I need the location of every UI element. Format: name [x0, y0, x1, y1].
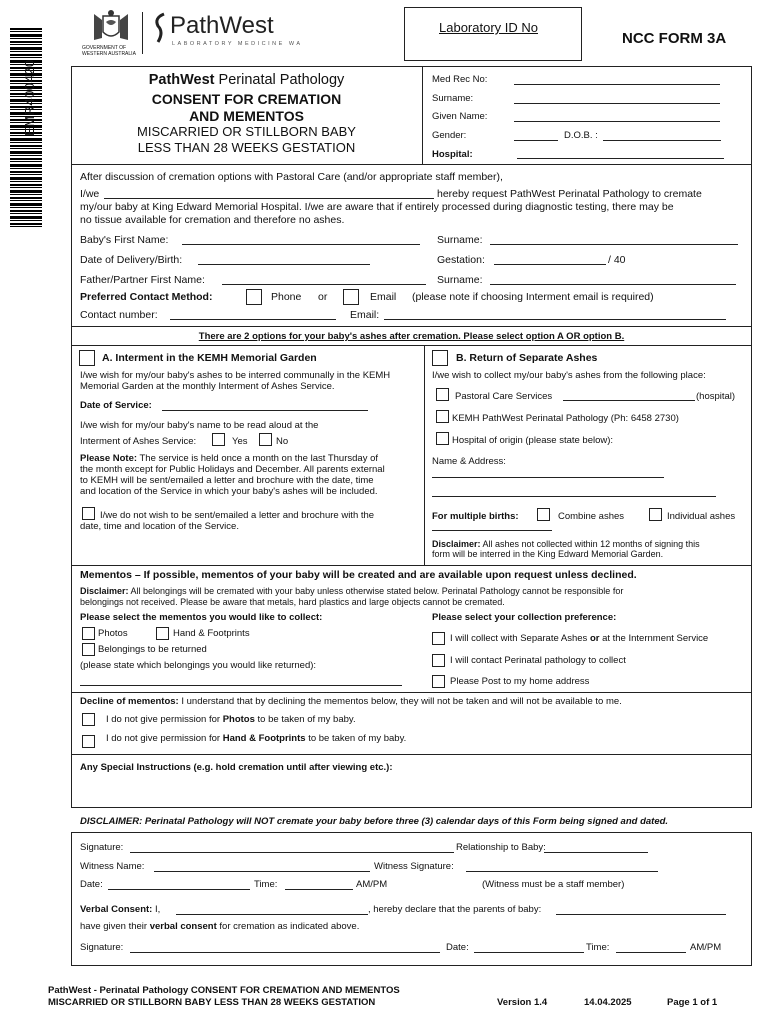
intro-line1: After discussion of cremation options with Pastoral Care (and/or appropriate staff member),: [80, 171, 503, 183]
multiple-births-label: For multiple births:: [432, 511, 519, 522]
post-home-label: Please Post to my home address: [450, 676, 590, 687]
name-address-field-1[interactable]: [432, 477, 664, 478]
hospital-label: Hospital:: [432, 149, 473, 160]
verbal-consent-name-field[interactable]: [176, 914, 368, 915]
title-line5: LESS THAN 28 WEEKS GESTATION: [137, 140, 356, 155]
post-home-checkbox[interactable]: [432, 675, 445, 688]
relationship-label: Relationship to Baby:: [456, 842, 546, 853]
father-surname-label: Surname:: [437, 274, 483, 286]
special-instructions-label: Any Special Instructions (e.g. hold cremation until after viewing etc.):: [80, 762, 393, 773]
ampm-label: AM/PM: [356, 879, 388, 890]
footer-line1: PathWest - Perinatal Pathology CONSENT FOR CREMATION AND MEMENTOS: [48, 985, 400, 996]
lab-id-label: Laboratory ID No: [439, 20, 538, 35]
name-address-label: Name & Address:: [432, 456, 506, 467]
decline-hand-label: I do not give permission for Hand & Footprints to be taken of my baby.: [106, 733, 407, 744]
title-line3: AND MEMENTOS: [189, 108, 304, 124]
baby-first-name-field[interactable]: [182, 244, 420, 245]
gender-field[interactable]: [514, 140, 558, 141]
option-a-checkbox[interactable]: [79, 350, 95, 366]
email-option-label: Email: [370, 291, 397, 303]
signature2-label: Signature:: [80, 942, 124, 953]
med-rec-label: Med Rec No:: [432, 74, 488, 85]
pathwest-logo-mark: [152, 12, 170, 46]
or-label: or: [318, 291, 328, 303]
yes-label: Yes: [232, 436, 248, 447]
time2-label: Time:: [586, 942, 610, 953]
form-code: NCC FORM 3A: [622, 30, 727, 47]
phone-label: Phone: [271, 291, 302, 303]
signature-field[interactable]: [130, 852, 454, 853]
contact-pathology-checkbox[interactable]: [432, 654, 445, 667]
intro-line2b: hereby request PathWest Perinatal Pathology to cremate: [437, 188, 702, 200]
photos-checkbox[interactable]: [82, 627, 95, 640]
surname-label: Surname:: [432, 93, 474, 104]
mementos-disclaimer-1: Disclaimer: All belongings will be cremated with your baby unless otherwise stated below. Perinatal Pathology cannot be responsible for: [80, 586, 624, 596]
baby-first-name-label: Baby's First Name:: [80, 234, 169, 246]
note-line3: to KEMH will be sent/emailed a letter and brochure with the date, time: [80, 475, 374, 486]
relationship-field[interactable]: [544, 852, 648, 853]
emr-code: EMR400420: [22, 59, 37, 136]
wa-crest-logo: [88, 10, 134, 44]
date-field[interactable]: [108, 889, 250, 890]
combine-ashes-checkbox[interactable]: [537, 508, 550, 521]
baby-surname-label: Surname:: [437, 234, 483, 246]
select-mementos-label: Please select the mementos you would like to collect:: [80, 612, 323, 623]
name-read-line2: Interment of Ashes Service:: [80, 436, 197, 447]
ampm2-label: AM/PM: [690, 942, 722, 953]
decline-photos-checkbox[interactable]: [82, 713, 95, 726]
title-line4: MISCARRIED OR STILLBORN BABY: [137, 124, 356, 139]
gender-label: Gender:: [432, 130, 467, 141]
belongings-field[interactable]: [80, 685, 402, 686]
time2-field[interactable]: [616, 952, 686, 953]
options-heading: There are 2 options for your baby's ashes after cremation. Please select option A OR option B.: [198, 331, 625, 342]
hospital-origin-label: Hospital of origin (please state below):: [452, 435, 614, 446]
dob-label: D.O.B. :: [564, 130, 598, 141]
belongings-label: Belongings to be returned: [98, 644, 207, 655]
signature2-field[interactable]: [130, 952, 440, 953]
email-note: (please note if choosing Interment email is required): [412, 291, 654, 303]
time-field[interactable]: [285, 889, 353, 890]
date2-field[interactable]: [474, 952, 584, 953]
no-label: No: [276, 436, 289, 447]
gestation-field[interactable]: [494, 264, 606, 265]
intro-line2a: I/we: [80, 188, 100, 200]
contact-method-label: Preferred Contact Method:: [80, 291, 213, 303]
option-a-p1a: I/we wish for my/our baby's ashes to be interred communally in the KEMH: [80, 370, 391, 381]
witness-signature-label: Witness Signature:: [374, 861, 454, 872]
govt-line1: GOVERNMENT OF: [82, 45, 127, 51]
given-name-field[interactable]: [514, 121, 720, 122]
combine-ashes-label: Combine ashes: [558, 511, 625, 522]
title-line2: CONSENT FOR CREMATION: [151, 91, 342, 107]
note-line4: and location of the Service in which your baby's ashes will be included.: [80, 486, 378, 497]
option-b-intro: I/we wish to collect my/our baby's ashes from the following place:: [432, 370, 706, 381]
option-a-title: A. Interment in the KEMH Memorial Garden: [102, 352, 317, 364]
email-field[interactable]: [384, 319, 726, 320]
brand-subtitle: LABORATORY MEDICINE WA: [172, 41, 303, 47]
photos-label: Photos: [98, 628, 128, 639]
med-rec-field[interactable]: [514, 84, 720, 85]
witness-name-label: Witness Name:: [80, 861, 145, 872]
note-line2: the month except for Public Holidays and December. All parents external: [80, 464, 385, 475]
optout-line2: date, time and location of the Service.: [80, 521, 239, 532]
decline-photos-label: I do not give permission for Photos to be taken of my baby.: [106, 714, 356, 725]
name-read-yes-checkbox[interactable]: [212, 433, 225, 446]
footer-date: 14.04.2025: [584, 997, 632, 1008]
date-label: Date:: [80, 879, 103, 890]
collect-with-ashes-checkbox[interactable]: [432, 632, 445, 645]
verbal-consent-rest: , hereby declare that the parents of baby:: [368, 904, 542, 915]
father-surname-field[interactable]: [490, 284, 736, 285]
baby-dob-field[interactable]: [198, 264, 370, 265]
individual-ashes-checkbox[interactable]: [649, 508, 662, 521]
ashes-disclaimer-line1: Disclaimer: All ashes not collected within 12 months of signing this: [432, 539, 700, 549]
intro-line4: no tissue available for cremation and therefore no ashes.: [80, 214, 345, 226]
collect-with-ashes-label: I will collect with Separate Ashes or at the Internment Service: [450, 633, 709, 644]
verbal-consent-line: Verbal Consent: I,: [80, 904, 161, 915]
pastoral-care-label: Pastoral Care Services: [455, 391, 553, 402]
govt-line2: WESTERN AUSTRALIA: [82, 51, 136, 57]
verbal-consent-line2: have given their verbal consent for cremation as indicated above.: [80, 921, 360, 932]
signature-label: Signature:: [80, 842, 124, 853]
witness-note: (Witness must be a staff member): [482, 879, 625, 890]
belongings-note: (please state which belongings you would like returned):: [80, 660, 317, 671]
decline-line: Decline of mementos: I understand that by declining the mementos below, they will not be taken and will not be available to me.: [80, 696, 622, 707]
title-line1: PathWest Perinatal Pathology: [148, 72, 345, 88]
date-of-service-field[interactable]: [162, 410, 368, 411]
pastoral-hospital-field[interactable]: [563, 400, 695, 401]
hospital-field[interactable]: [517, 158, 724, 159]
name-read-line1: I/we wish for my/our baby's name to be read aloud at the: [80, 420, 319, 431]
phone-checkbox[interactable]: [246, 289, 262, 305]
contact-number-label: Contact number:: [80, 309, 158, 321]
individual-ashes-label: Individual ashes: [667, 511, 736, 522]
surname-field[interactable]: [514, 103, 720, 104]
kemh-label: KEMH PathWest Perinatal Pathology (Ph: 6458 2730): [452, 413, 679, 424]
father-first-name-field[interactable]: [222, 284, 426, 285]
option-b-checkbox[interactable]: [432, 350, 448, 366]
collection-pref-label: Please select your collection preference:: [432, 612, 617, 623]
name-read-no-checkbox[interactable]: [259, 433, 272, 446]
mementos-disclaimer-2: belongings not received. Please be aware that metals, hard plastics and large objects cannot be cremated.: [80, 597, 505, 607]
footer-line2: MISCARRIED OR STILLBORN BABY LESS THAN 28 WEEKS GESTATION: [48, 997, 376, 1008]
decline-hand-checkbox[interactable]: [82, 735, 95, 748]
given-name-label: Given Name:: [432, 111, 488, 122]
email-label: Email:: [350, 309, 380, 321]
option-a-p1b: Memorial Garden at the monthly Interment of Ashes Service.: [80, 381, 335, 392]
ashes-disclaimer-line2: form will be interred in the King Edward Memorial Garden.: [432, 549, 664, 559]
hospital-origin-checkbox[interactable]: [436, 432, 449, 445]
hand-footprints-checkbox[interactable]: [156, 627, 169, 640]
intro-line3: my/our baby at King Edward Memorial Hospital. I/we are aware that if entirely processed during diagnostic testing, there may be: [80, 201, 674, 213]
pastoral-care-checkbox[interactable]: [436, 388, 449, 401]
brand-name: PathWest: [170, 12, 274, 39]
special-instructions-field[interactable]: [80, 776, 740, 804]
footer-version: Version 1.4: [497, 997, 548, 1008]
email-checkbox[interactable]: [343, 289, 359, 305]
belongings-checkbox[interactable]: [82, 643, 95, 656]
date2-label: Date:: [446, 942, 469, 953]
no-letter-checkbox[interactable]: [82, 507, 95, 520]
lab-id-box[interactable]: [404, 7, 582, 61]
pastoral-suffix: (hospital): [696, 391, 736, 402]
witness-signature-field[interactable]: [466, 871, 658, 872]
note-line1: Please Note: The service is held once a month on the last Thursday of: [80, 453, 379, 464]
name-address-field-2[interactable]: [432, 496, 716, 497]
main-disclaimer: DISCLAIMER: Perinatal Pathology will NOT cremate your baby before three (3) calendar days of this Form being signed and dated.: [80, 816, 669, 827]
baby-dob-label: Date of Delivery/Birth:: [80, 254, 183, 266]
witness-name-field[interactable]: [154, 871, 370, 872]
father-first-name-label: Father/Partner First Name:: [80, 274, 205, 286]
footer-page: Page 1 of 1: [667, 997, 718, 1008]
requester-name-field[interactable]: [104, 198, 434, 199]
dob-field[interactable]: [603, 140, 721, 141]
baby-surname-field[interactable]: [490, 244, 738, 245]
kemh-checkbox[interactable]: [436, 410, 449, 423]
gestation-suffix: / 40: [608, 254, 626, 266]
gestation-label: Gestation:: [437, 254, 485, 266]
hand-footprints-label: Hand & Footprints: [173, 628, 250, 639]
mementos-heading: Mementos – If possible, mementos of your baby will be created and are available upon request unless declined.: [80, 569, 637, 581]
contact-pathology-label: I will contact Perinatal pathology to collect: [450, 655, 626, 666]
baby-name-field[interactable]: [556, 914, 726, 915]
optout-line1: I/we do not wish to be sent/emailed a letter and brochure with the: [100, 510, 375, 521]
time-label: Time:: [254, 879, 278, 890]
option-b-title: B. Return of Separate Ashes: [456, 352, 598, 364]
contact-number-field[interactable]: [170, 319, 336, 320]
date-of-service-label: Date of Service:: [80, 400, 152, 411]
